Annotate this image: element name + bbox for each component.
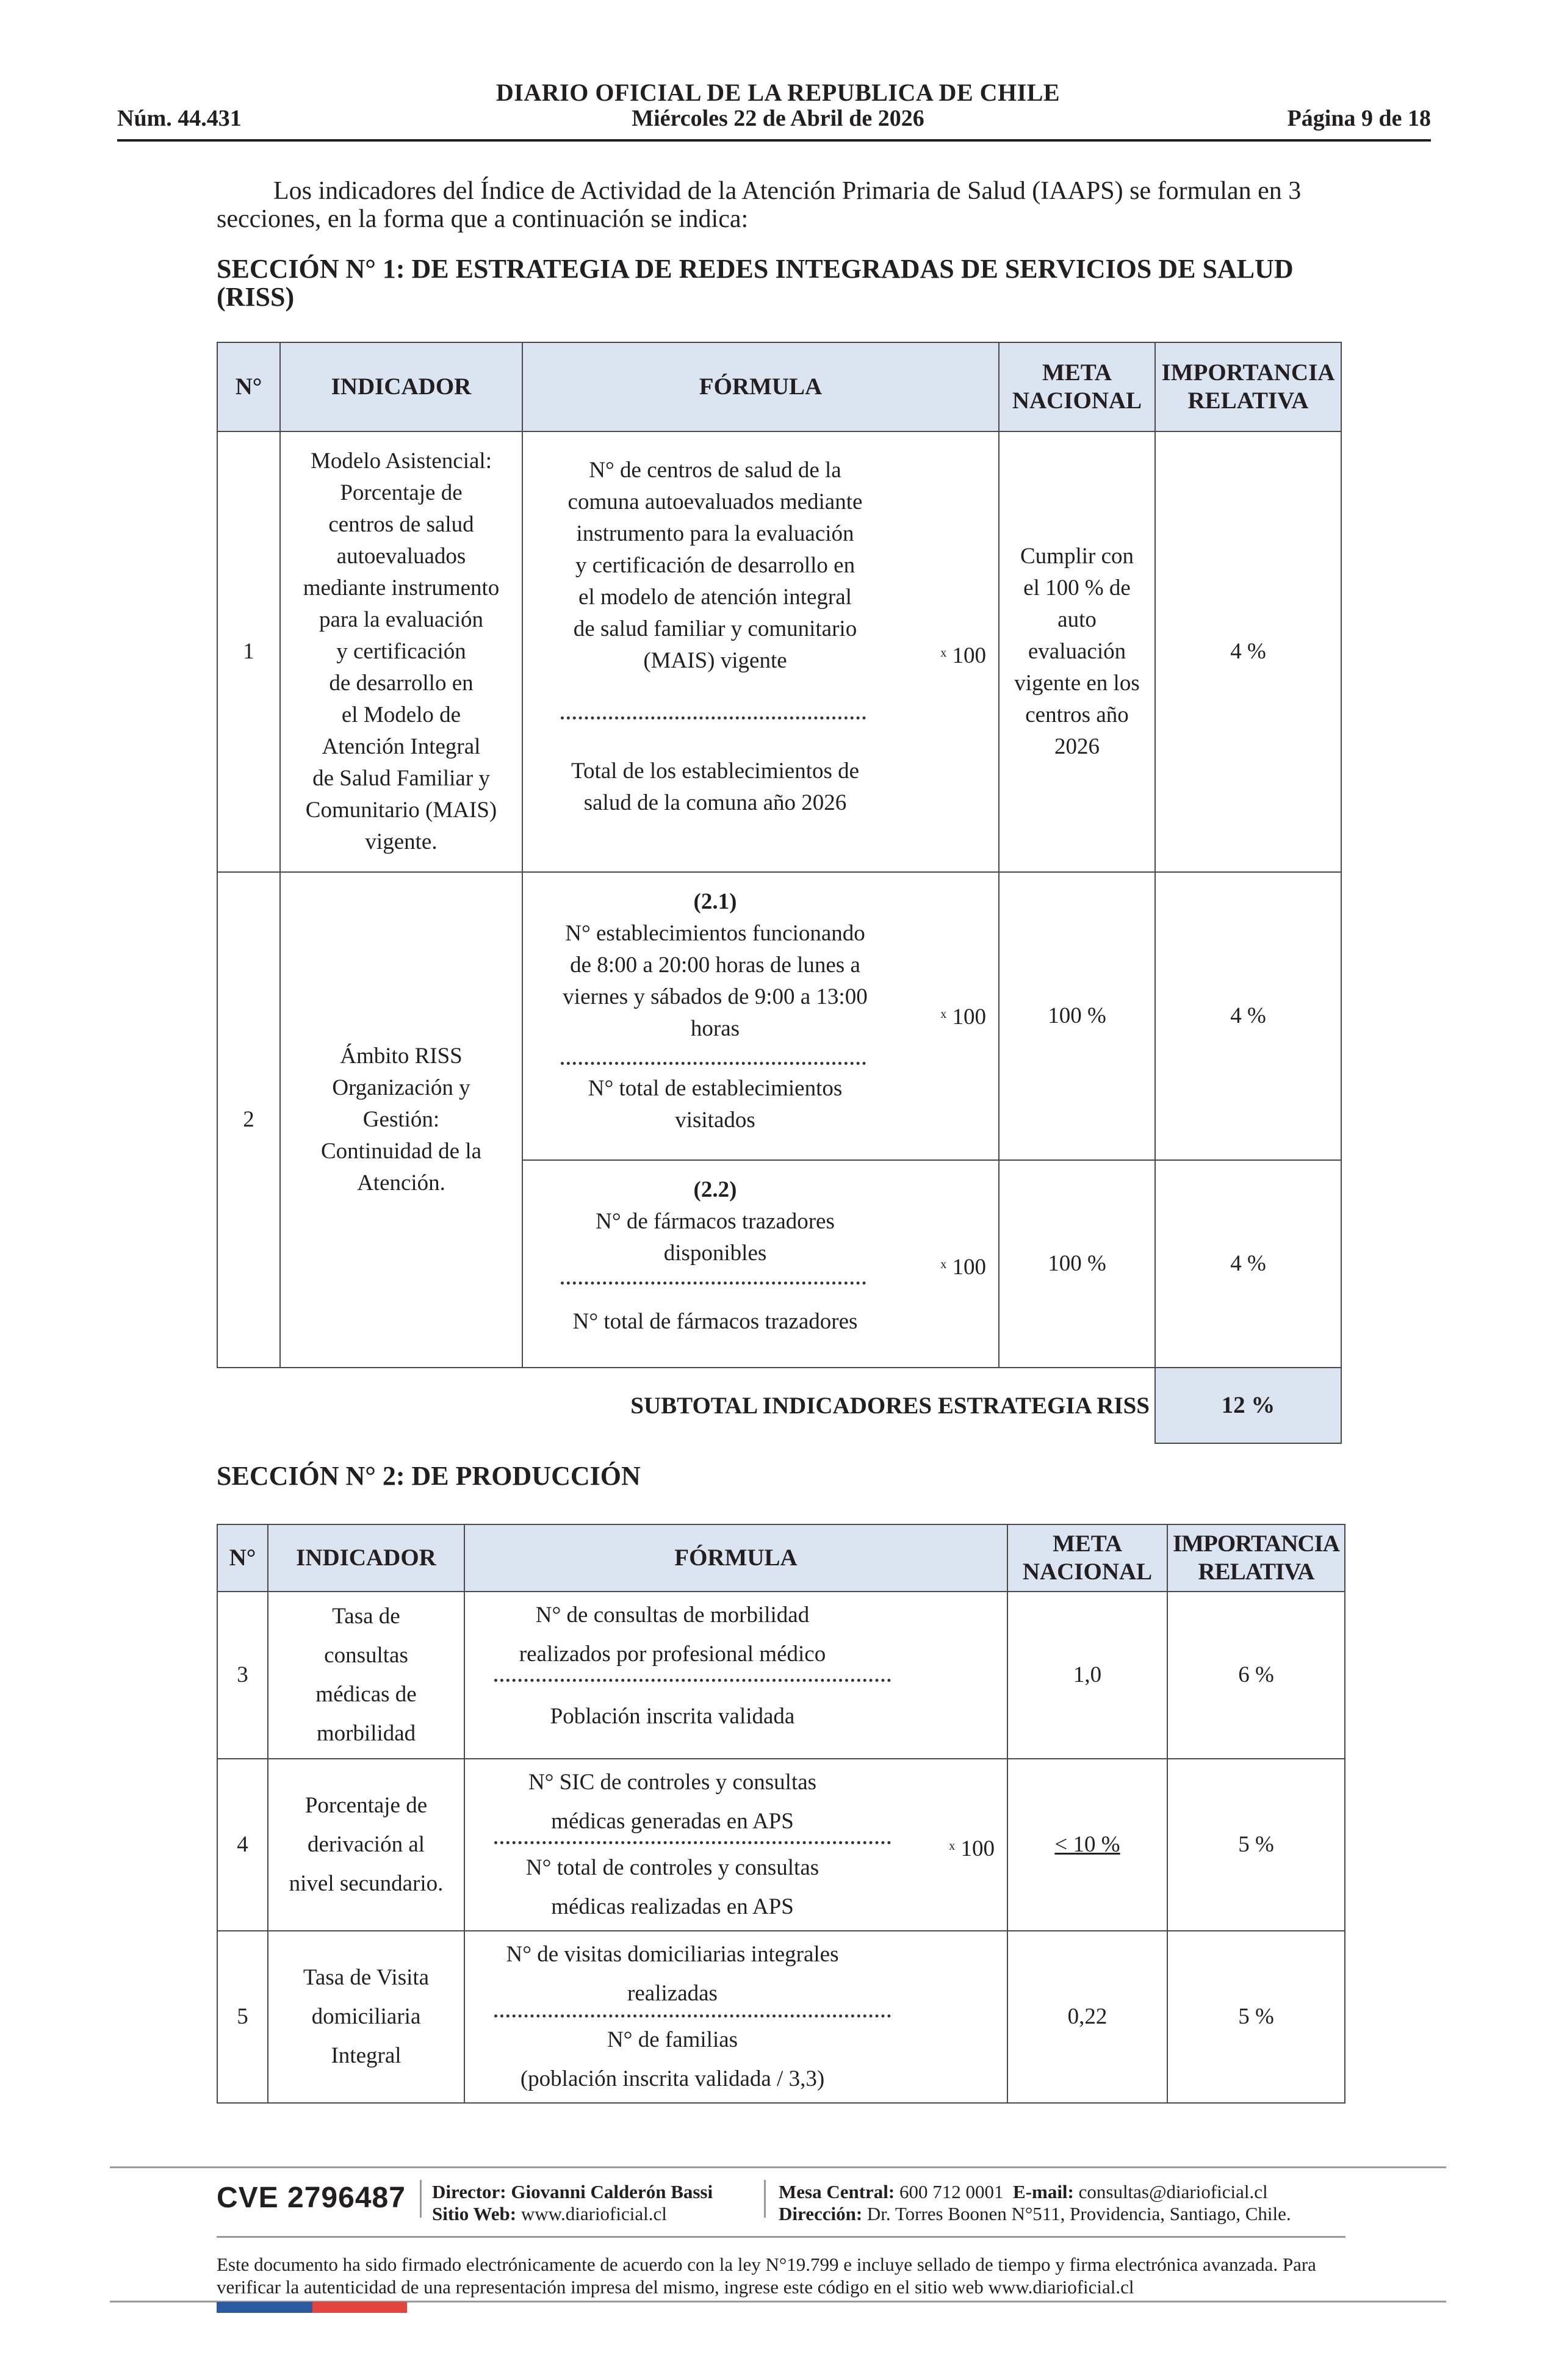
col-header-importancia: IMPORTANCIA RELATIVA xyxy=(1155,342,1341,431)
footer-contact: Mesa Central: 600 712 0001 E-mail: consultas@diarioficial.cl xyxy=(779,2181,1268,2202)
indicator-cell: Porcentaje de derivación al nivel secundario. xyxy=(268,1759,464,1931)
importancia-cell: 6 % xyxy=(1167,1592,1345,1759)
indicator-line: de desarrollo en xyxy=(329,671,474,696)
meta-cell: 100 % xyxy=(999,1160,1155,1368)
formula-denominator: Total de los establecimientos de salud de la comuna año 2026 xyxy=(571,759,860,815)
formula-numerator: N° de fármacos trazadores disponibles xyxy=(596,1209,835,1266)
footer-address: Dirección: Dr. Torres Boonen N°511, Providencia, Santiago, Chile. xyxy=(779,2203,1291,2224)
footer-site: Sitio Web: www.diarioficial.cl xyxy=(432,2203,667,2224)
row-number: 1 xyxy=(217,431,280,872)
indicator-cell: Tasa de consultas médicas de morbilidad xyxy=(268,1592,464,1759)
meta-cell: Cumplir con el 100 % de auto evaluación vigente en los centros año 2026 xyxy=(999,431,1155,872)
formula-cell xyxy=(522,872,999,1160)
col-header-n: N° xyxy=(217,1524,268,1592)
col-header-formula: FÓRMULA xyxy=(464,1524,1007,1592)
meta-cell: 100 % xyxy=(999,872,1155,1160)
indicator-line: centros de salud xyxy=(328,512,474,537)
fraction-divider xyxy=(494,1841,891,1844)
section2-table xyxy=(217,1524,1345,2104)
subtotal-row xyxy=(217,1368,1341,1443)
indicator-line: autoevaluados xyxy=(336,544,466,569)
formula-cell xyxy=(522,431,999,872)
footer-fine-print: Este documento ha sido firmado electrónicamente de acuerdo con la ley N°19.799 e incluye sellado de tiempo y firma electrónica avanzada. Para verificar la autenticidad de una representación impresa del mismo, ingrese este código en el sitio web www.diarioficial.cl xyxy=(217,2254,1316,2298)
indicator-cell: Ámbito RISS Organización y Gestión: Continuidad de la Atención. xyxy=(280,872,522,1368)
section1-table xyxy=(217,342,1342,1444)
formula-numerator: N° establecimientos funcionando de 8:00 a 20:00 horas de lunes a viernes y sábados de 9:00 a 13:00 horas xyxy=(563,921,868,1041)
formula-denominator: Población inscrita validada xyxy=(550,1704,795,1729)
fraction-divider xyxy=(494,2014,891,2018)
indicator-line: mediante instrumento xyxy=(303,575,500,600)
footer-separator xyxy=(764,2180,766,2218)
col-header-indicador: INDICADOR xyxy=(280,342,522,431)
formula-denominator: N° total de controles y consultas médicas realizadas en APS xyxy=(525,1855,819,1919)
intro-paragraph: Los indicadores del Índice de Actividad de la Atención Primaria de Salud (IAAPS) se formulan en 3 secciones, en la forma que a continuación se indica: xyxy=(217,177,1302,233)
col-header-importancia: IMPORTANCIA RELATIVA xyxy=(1167,1524,1345,1592)
indicator-line: de Salud Familiar y xyxy=(312,766,490,791)
fraction-divider xyxy=(561,1282,866,1285)
fraction-divider xyxy=(494,1679,891,1682)
formula-sub-label: (2.1) xyxy=(693,889,737,914)
formula-denominator: N° de familias (población inscrita validada / 3,3) xyxy=(520,2027,825,2091)
importancia-cell: 4 % xyxy=(1155,431,1341,872)
importancia-cell: 4 % xyxy=(1155,1160,1341,1368)
subtotal-label: SUBTOTAL INDICADORES ESTRATEGIA RISS xyxy=(630,1392,1150,1419)
flag-bar-blue xyxy=(217,2302,312,2313)
importancia-cell: 5 % xyxy=(1167,1931,1345,2103)
row-number: 5 xyxy=(217,1931,268,2103)
indicator-line: Modelo Asistencial: xyxy=(311,449,492,474)
formula-cell xyxy=(464,1592,1007,1759)
formula-cell xyxy=(522,1160,999,1368)
formula-sub-label: (2.2) xyxy=(693,1177,737,1202)
table-row xyxy=(217,872,1341,1160)
indicator-line: Porcentaje de xyxy=(340,480,463,505)
col-header-indicador: INDICADOR xyxy=(268,1524,464,1592)
meta-cell: 0,22 xyxy=(1007,1931,1167,2103)
indicator-line: el Modelo de xyxy=(341,702,461,727)
cve-code: CVE 2796487 xyxy=(217,2182,406,2214)
formula-numerator: N° de centros de salud de la comuna autoevaluados mediante instrumento para la evaluación y certificación de desarrollo en el modelo de atención integral de salud familiar y comunitario (MAIS) vigente xyxy=(567,458,863,673)
footer-top-rule xyxy=(110,2166,1446,2168)
row-number: 2 xyxy=(217,872,280,1368)
multiplier: $^x$ 100 xyxy=(940,643,986,668)
col-header-n: N° xyxy=(217,342,280,431)
meta-cell: 1,0 xyxy=(1007,1592,1167,1759)
page-number: Página 9 de 18 xyxy=(1287,106,1431,131)
indicator-line: Atención Integral xyxy=(322,734,481,759)
footer-separator xyxy=(420,2180,422,2218)
formula-cell xyxy=(464,1759,1007,1931)
table-row xyxy=(217,1592,1345,1759)
indicator-cell xyxy=(280,431,522,872)
formula-numerator: N° de visitas domiciliarias integrales realizadas xyxy=(506,1942,839,2006)
table-row xyxy=(217,431,1341,872)
issue-date: Miércoles 22 de Abril de 2026 xyxy=(632,106,924,131)
col-header-meta: META NACIONAL xyxy=(999,342,1155,431)
newspaper-title: DIARIO OFICIAL DE LA REPUBLICA DE CHILE xyxy=(495,79,1061,106)
fraction-divider xyxy=(561,716,866,719)
importancia-cell: 5 % xyxy=(1167,1759,1345,1931)
indicator-cell: Tasa de Visita domiciliaria Integral xyxy=(268,1931,464,2103)
indicator-line: para la evaluación xyxy=(319,607,484,632)
importancia-cell: 4 % xyxy=(1155,872,1341,1160)
formula-numerator: N° SIC de controles y consultas médicas generadas en APS xyxy=(528,1770,817,1834)
section2-title: SECCIÓN N° 2: DE PRODUCCIÓN xyxy=(217,1461,641,1491)
table-row xyxy=(217,1931,1345,2103)
indicator-line: Comunitario (MAIS) xyxy=(305,798,497,823)
col-header-formula: FÓRMULA xyxy=(522,342,999,431)
subtotal-value: 12 % xyxy=(1155,1368,1341,1443)
formula-cell xyxy=(464,1931,1007,2103)
formula-numerator: N° de consultas de morbilidad realizados por profesional médico xyxy=(519,1603,826,1667)
flag-bar-red xyxy=(312,2302,407,2313)
multiplier: $^x$ 100 xyxy=(940,1004,986,1030)
footer-director: Director: Giovanni Calderón Bassi xyxy=(432,2181,713,2202)
formula-denominator: N° total de establecimientos visitados xyxy=(588,1076,843,1133)
meta-cell: < 10 % xyxy=(1007,1759,1167,1931)
header-rule xyxy=(117,139,1431,142)
fraction-divider xyxy=(561,1062,866,1065)
multiplier: $^x$ 100 xyxy=(940,1255,986,1280)
table-row xyxy=(217,1759,1345,1931)
indicator-line: vigente. xyxy=(365,829,438,854)
row-number: 3 xyxy=(217,1592,268,1759)
formula-denominator: N° total de fármacos trazadores xyxy=(572,1309,858,1334)
row-number: 4 xyxy=(217,1759,268,1931)
issue-number: Núm. 44.431 xyxy=(117,106,242,131)
indicator-line: y certificación xyxy=(336,639,466,664)
section1-title: SECCIÓN N° 1: DE ESTRATEGIA DE REDES INTEGRADAS DE SERVICIOS DE SALUD (RISS) xyxy=(217,254,1294,312)
footer-mid-rule xyxy=(217,2236,1345,2238)
col-header-meta: META NACIONAL xyxy=(1007,1524,1167,1592)
multiplier: $^x$ 100 xyxy=(949,1836,995,1861)
